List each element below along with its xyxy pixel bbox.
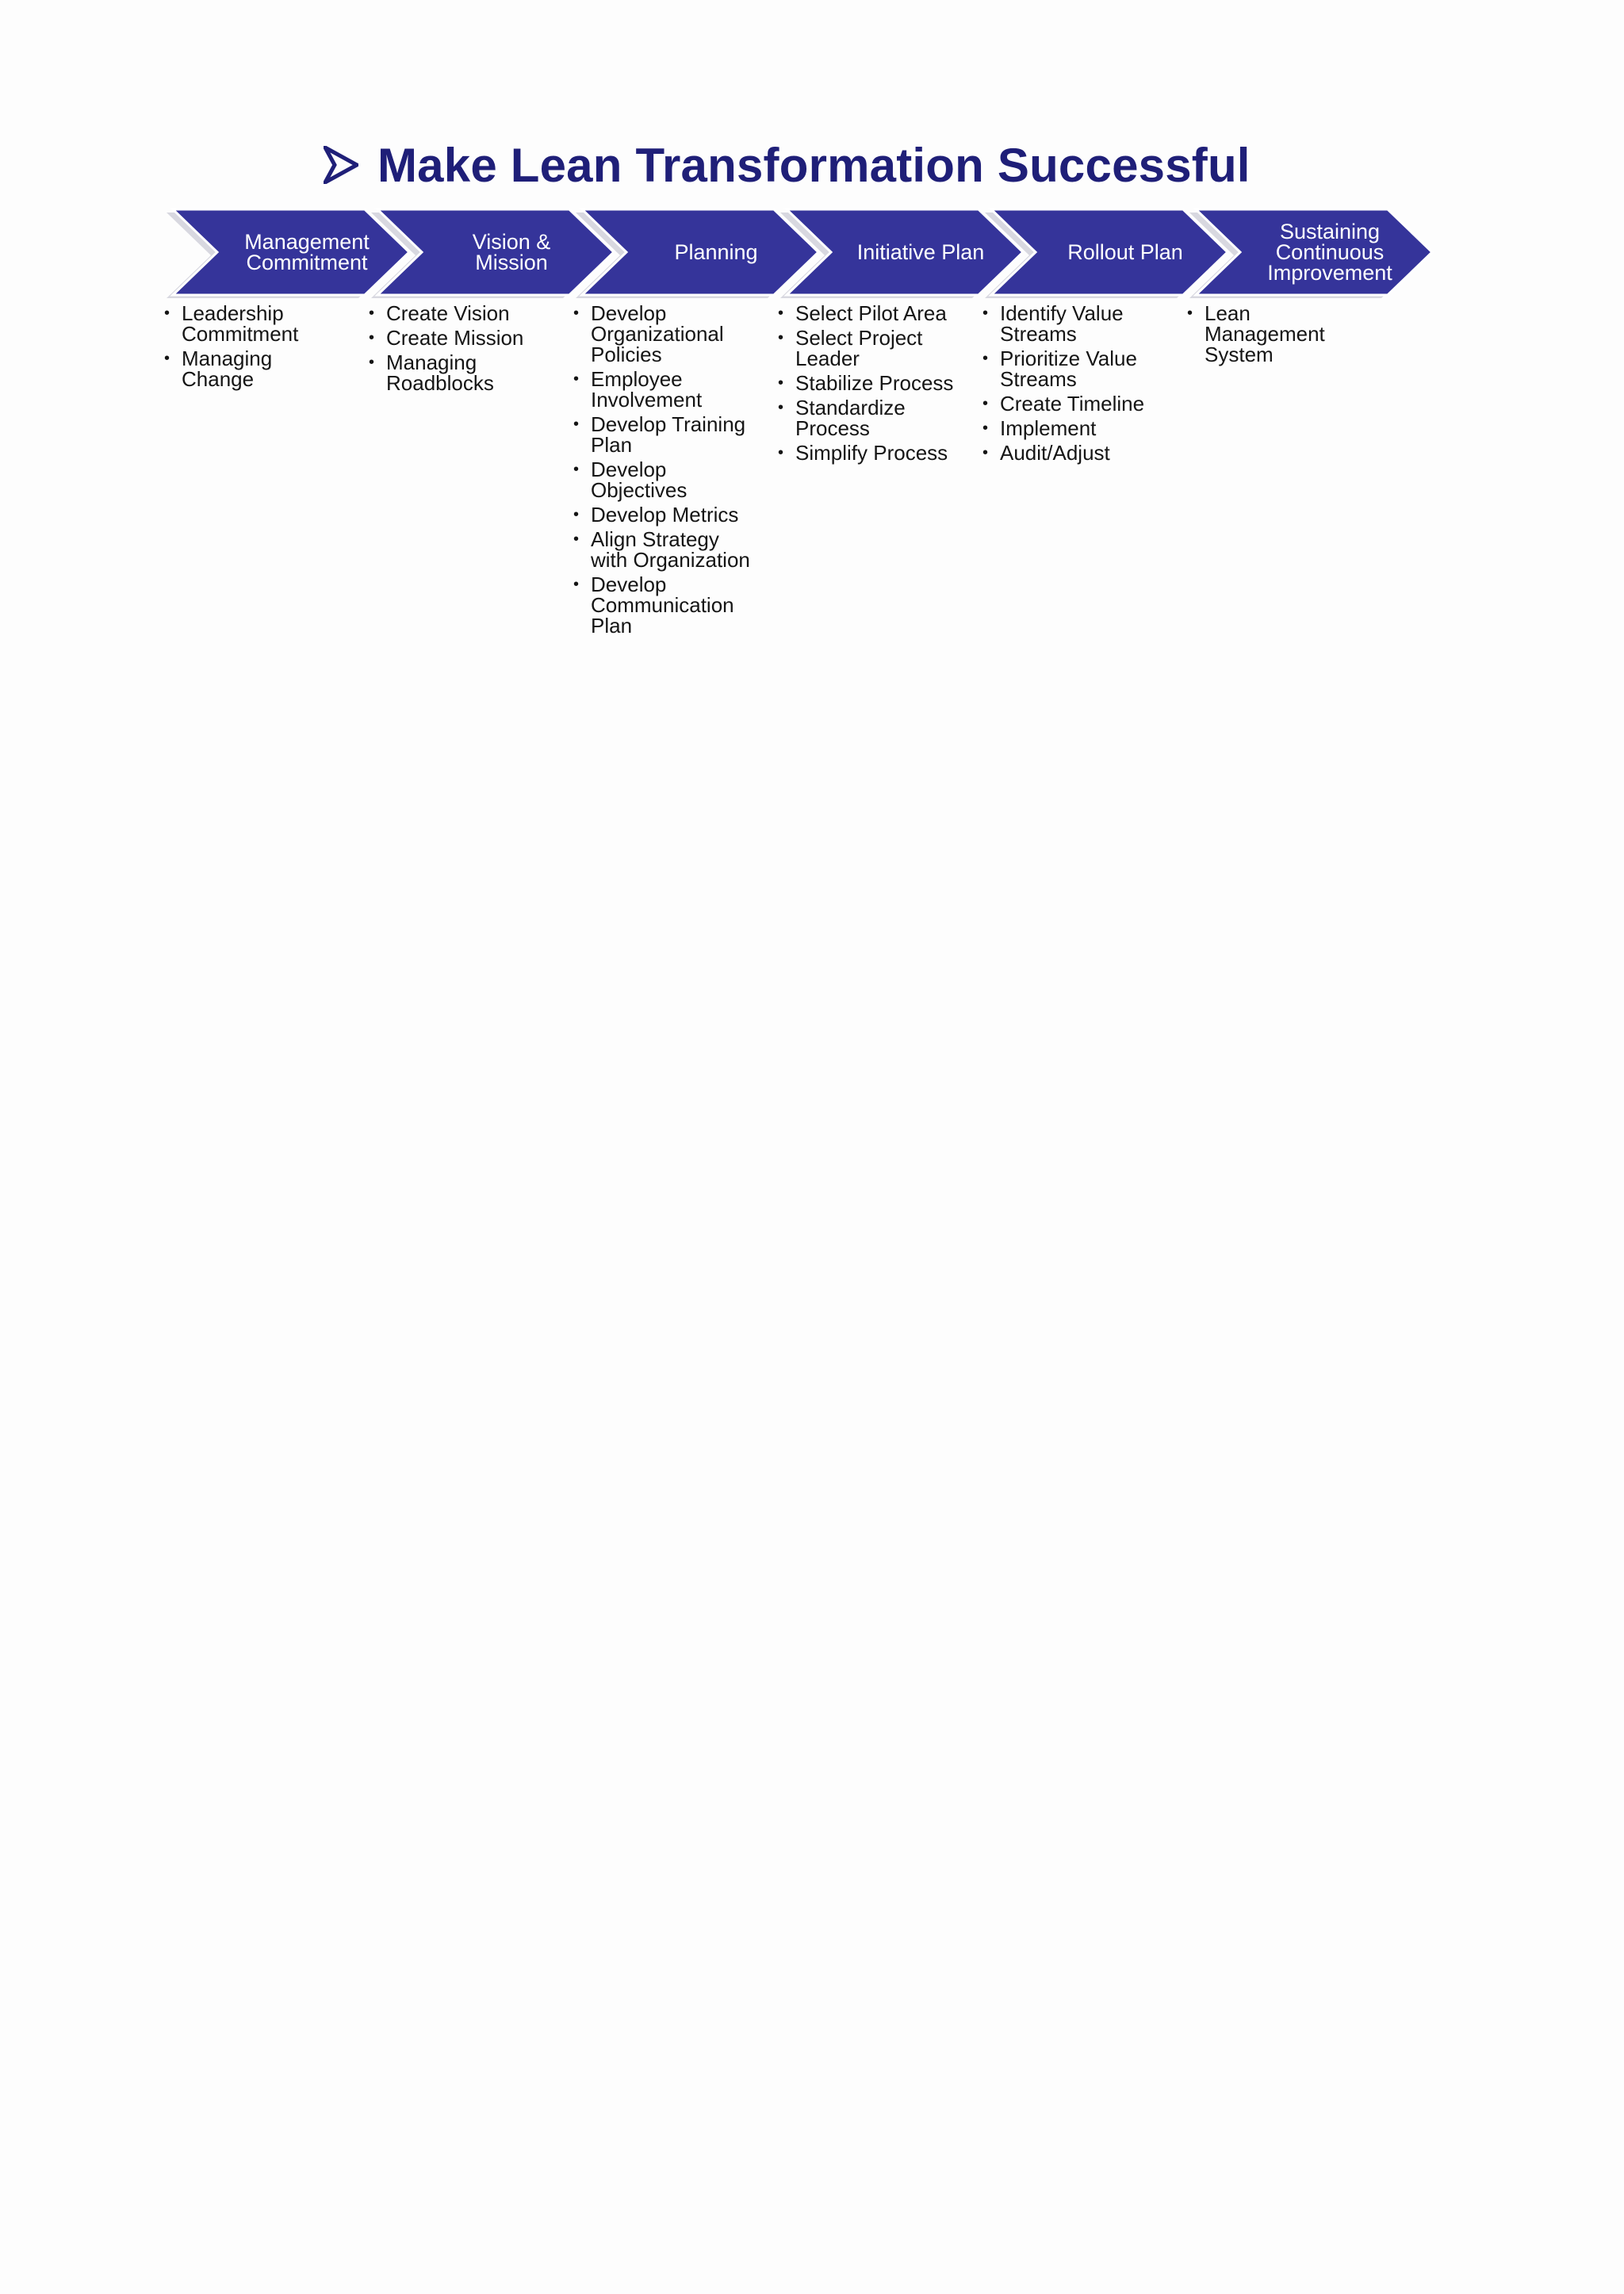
chevron-label-4: Initiative Plan: [856, 240, 985, 264]
list-item-text: Select Project Leader: [795, 326, 923, 370]
bullet-icon: •: [982, 444, 989, 461]
bullet-icon: •: [369, 329, 375, 347]
list-item-text: Align Strategy with Organization: [591, 527, 750, 572]
list-item-text: Audit/Adjust: [1000, 441, 1110, 465]
list-item: [981, 418, 1179, 439]
list-item: [572, 369, 770, 410]
list-item: [572, 303, 770, 365]
bullet-icon: •: [778, 444, 784, 461]
bullet-icon: •: [1187, 304, 1193, 322]
list-item: [163, 348, 361, 389]
bullet-icon: •: [573, 576, 580, 593]
bullet-icon: •: [369, 354, 375, 371]
list-item-text: Develop Metrics: [591, 503, 739, 527]
bullet-icon: •: [982, 395, 989, 412]
list-item: [367, 327, 565, 348]
bullet-icon: •: [982, 350, 989, 367]
list-item-text: Lean Management System: [1205, 301, 1325, 366]
list-item: [572, 574, 770, 636]
list-item-text: Develop Objectives: [591, 458, 688, 502]
list-item-text: Leadership Commitment: [182, 301, 299, 346]
bullet-icon: •: [573, 506, 580, 523]
list-item: [572, 504, 770, 525]
list-item-text: Create Vision: [386, 301, 510, 325]
list-item: [981, 442, 1179, 463]
bullet-icon: •: [573, 461, 580, 478]
bullet-icon: •: [573, 304, 580, 322]
list-item-text: Standardize Process: [795, 396, 906, 440]
bullet-icon: •: [573, 530, 580, 548]
list-item: [776, 327, 975, 369]
step-list-5: [981, 303, 1179, 467]
bullet-icon: •: [778, 374, 784, 392]
step-list-3: [572, 303, 770, 640]
chevron-label-5: Rollout Plan: [1067, 240, 1183, 264]
list-item-text: Implement: [1000, 416, 1097, 440]
list-item-text: Identify Value Streams: [1000, 301, 1124, 346]
list-item: [367, 352, 565, 393]
list-item: [572, 459, 770, 500]
bullet-icon: •: [778, 304, 784, 322]
list-item: [572, 529, 770, 570]
step-list-6: [1185, 303, 1384, 369]
chevron-label-3: Planning: [674, 240, 758, 264]
list-item: [981, 348, 1179, 389]
step-list-4: [776, 303, 975, 467]
bullet-icon: •: [982, 304, 989, 322]
list-item: [776, 442, 975, 463]
list-item-text: Managing Roadblocks: [386, 350, 494, 395]
list-item-text: Stabilize Process: [795, 371, 954, 395]
list-item-text: Prioritize Value Streams: [1000, 347, 1137, 391]
bullet-icon: •: [982, 419, 989, 437]
bullet-icon: •: [573, 416, 580, 433]
list-item: [981, 393, 1179, 414]
page-title: Make Lean Transformation Successful: [377, 138, 1251, 192]
chevron-label-1: Management Commitment: [244, 230, 370, 274]
list-item-text: Develop Communication Plan: [591, 573, 734, 638]
list-item-text: Simplify Process: [795, 441, 948, 465]
list-item: [367, 303, 565, 324]
bullet-icon: •: [164, 350, 170, 367]
bullet-icon: •: [778, 399, 784, 416]
bullet-icon: •: [573, 370, 580, 388]
list-item: [776, 303, 975, 324]
chevron-label-6: Sustaining Continuous Improvement: [1267, 220, 1392, 285]
list-item-text: Develop Organizational Policies: [591, 301, 724, 366]
list-item: [1185, 303, 1384, 365]
list-item-text: Select Pilot Area: [795, 301, 947, 325]
list-item-text: Create Mission: [386, 326, 524, 350]
chevron-label-2: Vision & Mission: [472, 230, 551, 274]
step-list-1: [163, 303, 361, 393]
bullet-icon: •: [778, 329, 784, 347]
step-list-2: [367, 303, 565, 397]
bullet-icon: •: [369, 304, 375, 322]
bullet-icon: •: [164, 304, 170, 322]
list-item: [981, 303, 1179, 344]
list-item-text: Create Timeline: [1000, 392, 1145, 416]
list-item: [572, 414, 770, 455]
list-item: [163, 303, 361, 344]
list-item-text: Employee Involvement: [591, 367, 703, 412]
list-item-text: Develop Training Plan: [591, 412, 746, 457]
list-item-text: Managing Change: [182, 347, 273, 391]
list-item: [776, 373, 975, 393]
list-item: [776, 397, 975, 439]
